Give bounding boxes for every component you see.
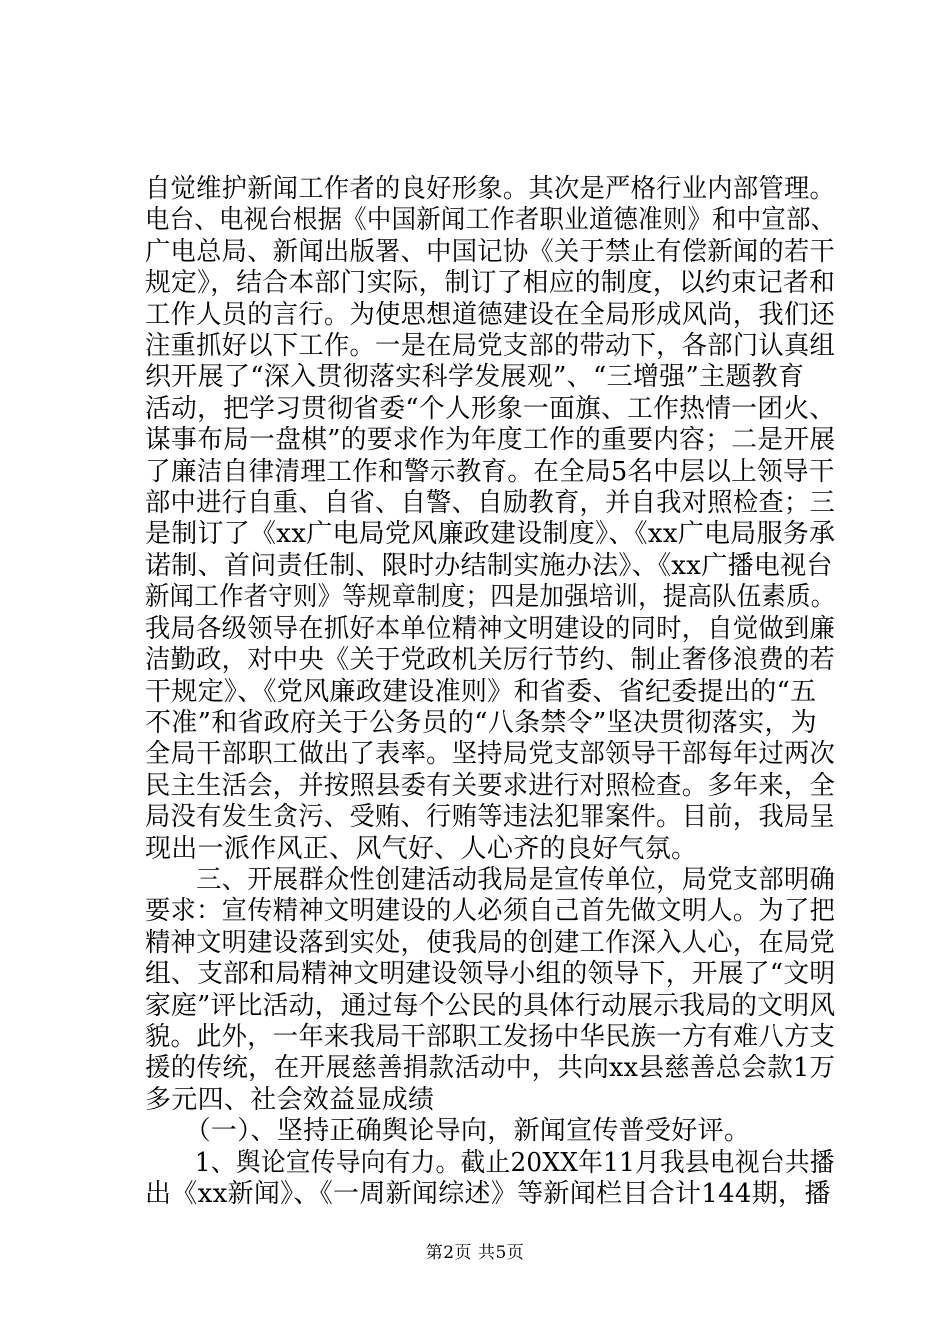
text-line: 活动，把学习贯彻省委“个人形象一面旗、工作热情一团火、 — [145, 393, 836, 424]
page-footer: 第2页 共5页 — [425, 1243, 525, 1263]
text-line: 出《xx新闻》、《一周新闻综述》等新闻栏目合计144期，播 — [145, 1179, 831, 1209]
text-line: 我局各级领导在抓好本单位精神文明建设的同时，自觉做到廉 — [145, 613, 836, 644]
text-line: 是制订了《xx广电局党风廉政建设制度》、《xx广电局服务承 — [145, 519, 836, 550]
text-line: 织开展了“深入贯彻落实科学发展观”、“三增强”主题教育 — [145, 362, 805, 393]
text-line: 要求：宣传精神文明建设的人必须自己首先做文明人。为了把 — [145, 896, 836, 927]
text-line: 新闻工作者守则》等规章制度；四是加强培训，提高队伍素质。 — [145, 582, 836, 613]
text-line: 1、舆论宣传导向有力。截止20XX年11月我县电视台共播 — [145, 1147, 835, 1178]
text-line: （一）、坚持正确舆论导向，新闻宣传普受好评。 — [145, 1116, 751, 1147]
text-line: 现出一派作风正、风气好、人心齐的良好气氛。 — [145, 833, 698, 864]
text-line: 电台、电视台根据《中国新闻工作者职业道德准则》和中宣部、 — [145, 205, 836, 236]
text-line: 了廉洁自律清理工作和警示教育。在全局5名中层以上领导干 — [145, 456, 835, 487]
text-line: 组、支部和局精神文明建设领导小组的领导下，开展了“文明 — [145, 959, 836, 990]
text-line: 民主生活会，并按照县委有关要求进行对照检查。多年来，全 — [145, 770, 836, 801]
text-line: 谋事布局一盘棋”的要求作为年度工作的重要内容；二是开展 — [145, 425, 836, 456]
text-line: 洁勤政，对中央《关于党政机关厉行节约、制止奢侈浪费的若 — [145, 645, 836, 676]
text-line: 规定》，结合本部门实际，制订了相应的制度，以约束记者和 — [145, 268, 836, 299]
text-line: 工作人员的言行。为使思想道德建设在全局形成风尚，我们还 — [145, 299, 836, 330]
text-line: 诺制、首问责任制、限时办结制实施办法》、《xx广播电视台 — [145, 550, 833, 581]
text-line: 全局干部职工做出了表率。坚持局党支部领导干部每年过两次 — [145, 739, 836, 770]
text-line: 干规定》、《党风廉政建设准则》和省委、省纪委提出的“五 — [145, 676, 817, 707]
text-line: 自觉维护新闻工作者的良好形象。其次是严格行业内部管理。 — [145, 174, 836, 204]
text-line: 援的传统，在开展慈善捐款活动中，共向xx县慈善总会款1万 — [145, 1053, 836, 1084]
text-line: 多元四、社会效益显成绩 — [145, 1084, 435, 1115]
text-line: 广电总局、新闻出版署、中国记协《关于禁止有偿新闻的若干 — [145, 236, 836, 267]
text-line: 家庭”评比活动，通过每个公民的具体行动展示我局的文明风 — [145, 990, 836, 1021]
text-line: 注重抓好以下工作。一是在局党支部的带动下，各部门认真组 — [145, 331, 836, 362]
text-line: 貌。此外，一年来我局干部职工发扬中华民族一方有难八方支 — [145, 1021, 836, 1052]
text-line: 精神文明建设落到实处，使我局的创建工作深入人心，在局党 — [145, 927, 836, 958]
text-line: 局没有发生贪污、受贿、行贿等违法犯罪案件。目前，我局呈 — [145, 802, 836, 833]
text-line: 部中进行自重、自省、自警、自励教育，并自我对照检查；三 — [145, 488, 836, 519]
text-line: 三、开展群众性创建活动我局是宣传单位，局党支部明确 — [145, 864, 836, 895]
text-line: 不准”和省政府关于公务员的“八条禁令”坚决贯彻落实，为 — [145, 707, 817, 738]
body-text — [145, 174, 835, 1210]
